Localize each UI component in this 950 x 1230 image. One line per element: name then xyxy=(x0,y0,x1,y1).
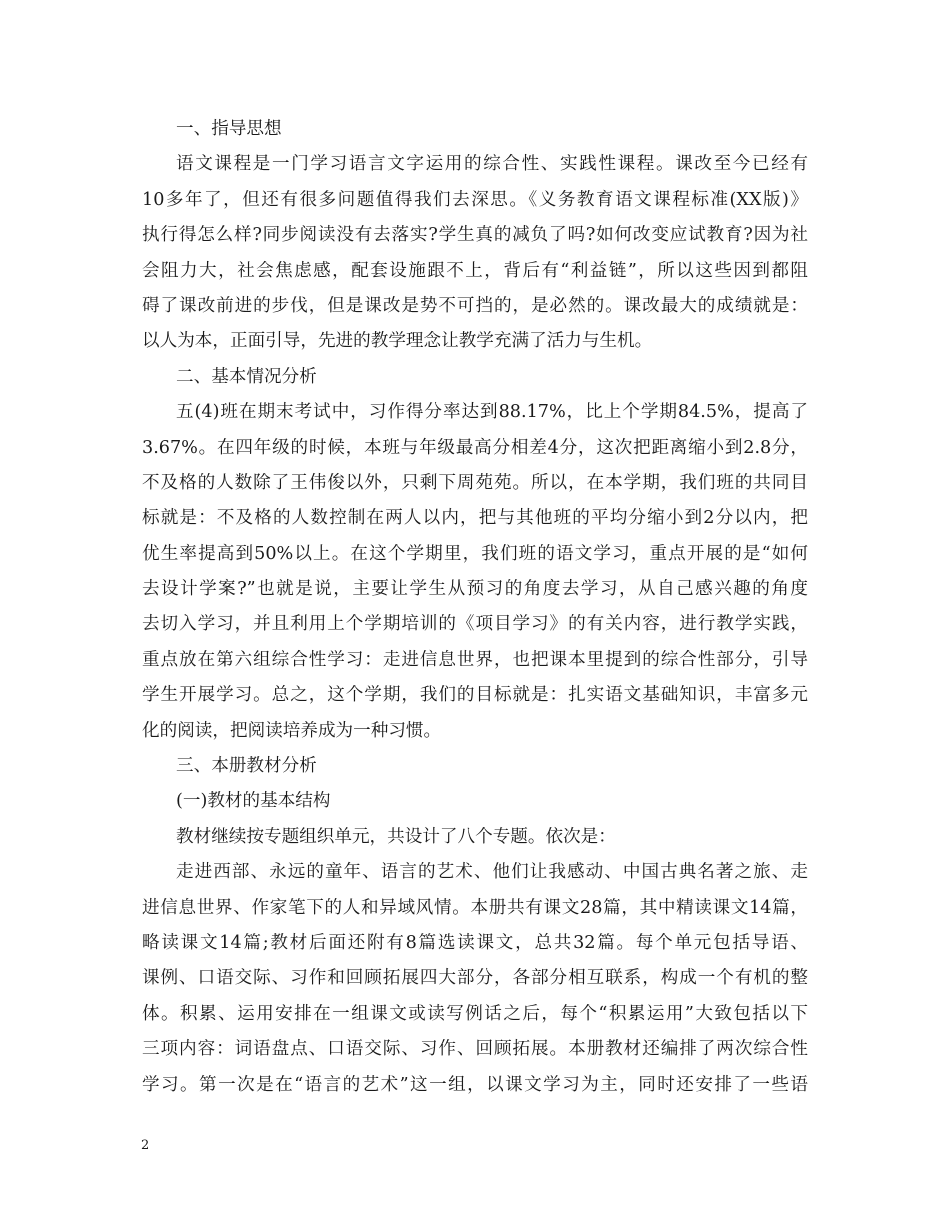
paragraph-line: 学习。第一次是在“语言的艺术”这一组，以课文学习为主，同时还安排了一些语 xyxy=(142,1074,808,1095)
paragraph-line: 重点放在第六组综合性学习：走进信息世界，也把课本里提到的综合性部分，引导 xyxy=(142,649,808,670)
paragraph-line: 语文课程是一门学习语言文字运用的综合性、实践性课程。课改至今已经有 xyxy=(176,154,808,175)
section-heading: 二、基本情况分析 xyxy=(176,366,317,387)
paragraph-line: 进信息世界、作家笔下的人和异域风情。本册共有课文28篇，其中精读课文14篇， xyxy=(142,897,808,918)
paragraph-line: 走进西部、永远的童年、语言的艺术、他们让我感动、中国古典名著之旅、走 xyxy=(176,862,808,883)
page-number: 2 xyxy=(141,1138,150,1153)
paragraph-line: 化的阅读，把阅读培养成为一种习惯。 xyxy=(142,720,442,741)
paragraph-line: 去设计学案?”也就是说，主要让学生从预习的角度去学习，从自己感兴趣的角度 xyxy=(142,579,808,600)
paragraph-line: 五(4)班在期末考试中，习作得分率达到88.17%，比上个学期84.5%，提高了 xyxy=(176,402,808,423)
paragraph-line: 优生率提高到50%以上。在这个学期里，我们班的语文学习，重点开展的是“如何 xyxy=(142,543,808,564)
paragraph-line: 学生开展学习。总之，这个学期，我们的目标就是：扎实语文基础知识，丰富多元 xyxy=(142,685,808,706)
paragraph-line: 执行得怎么样?同步阅读没有去落实?学生真的减负了吗?如何改变应试教育?因为社 xyxy=(142,225,808,246)
paragraph-line: 三项内容：词语盘点、口语交际、习作、回顾拓展。本册教材还编排了两次综合性 xyxy=(142,1039,808,1060)
paragraph-line: 3.67%。在四年级的时候，本班与年级最高分相差4分，这次把距离缩小到2.8分， xyxy=(142,437,808,458)
document-body xyxy=(142,112,808,1103)
paragraph-line: 不及格的人数除了王伟俊以外，只剩下周苑苑。所以，在本学期，我们班的共同目 xyxy=(142,472,808,493)
paragraph-line: 10多年了，但还有很多问题值得我们去深思。《义务教育语文课程标准(XX版)》 xyxy=(142,189,808,210)
section-heading: (一)教材的基本结构 xyxy=(176,791,331,812)
paragraph-line: 略读课文14篇;教材后面还附有8篇选读课文，总共32篇。每个单元包括导语、 xyxy=(142,932,808,953)
paragraph-line: 课例、口语交际、习作和回顾拓展四大部分，各部分相互联系，构成一个有机的整 xyxy=(142,968,808,989)
paragraph-line: 标就是：不及格的人数控制在两人以内，把与其他班的平均分缩小到2分以内，把 xyxy=(142,508,808,529)
section-heading: 一、指导思想 xyxy=(176,119,282,139)
section-heading: 三、本册教材分析 xyxy=(176,756,317,777)
paragraph-line: 以人为本，正面引导，先进的教学理念让教学充满了活力与生机。 xyxy=(142,331,653,352)
paragraph-line: 会阻力大，社会焦虑感，配套设施跟不上，背后有“利益链”，所以这些因到都阻 xyxy=(142,260,808,281)
paragraph-line: 体。积累、运用安排在一组课文或读写例话之后，每个“积累运用”大致包括以下 xyxy=(142,1003,808,1024)
section-heading: 教材继续按专题组织单元，共设计了八个专题。依次是： xyxy=(176,826,616,847)
paragraph-line: 碍了课改前进的步伐，但是课改是势不可挡的，是必然的。课改最大的成绩就是： xyxy=(142,295,808,316)
paragraph-line: 去切入学习，并且利用上个学期培训的《项目学习》的有关内容，进行教学实践， xyxy=(142,614,808,635)
